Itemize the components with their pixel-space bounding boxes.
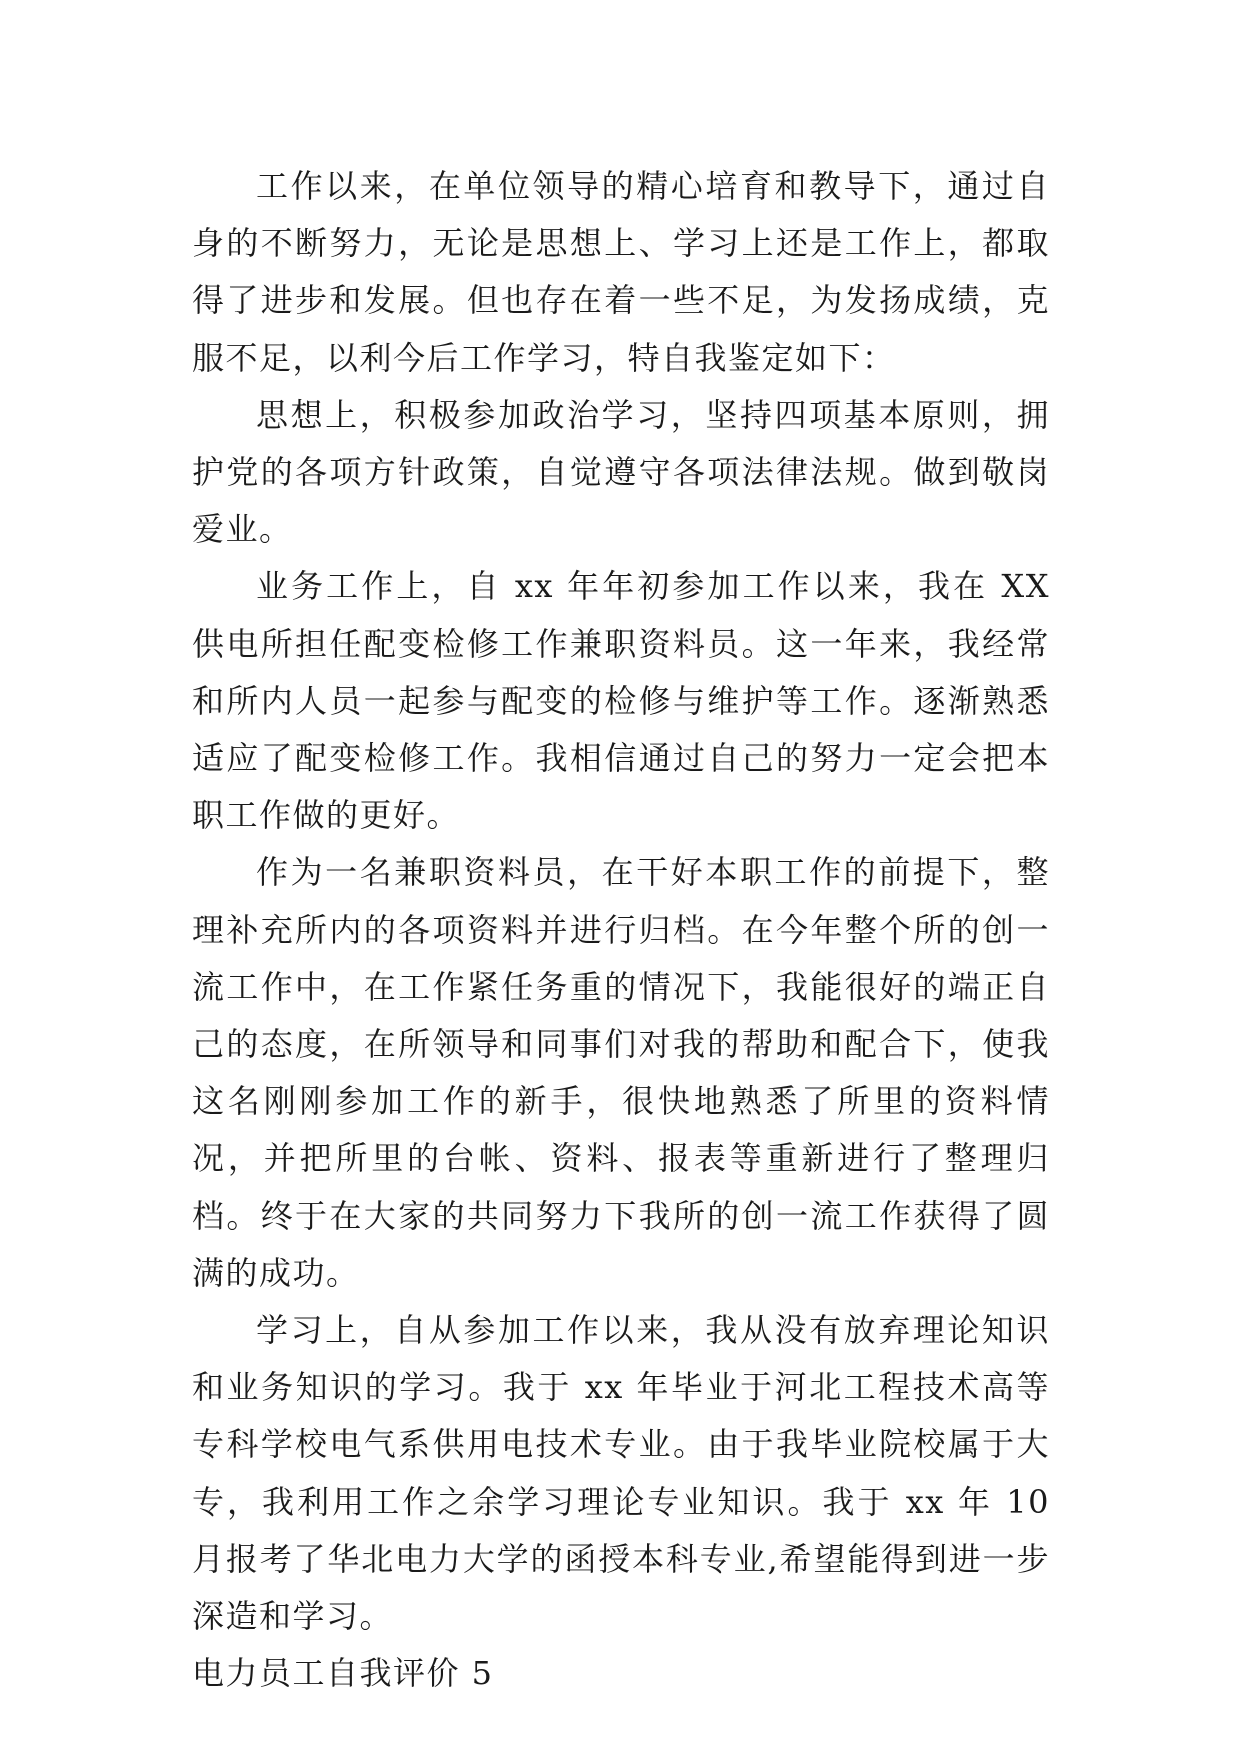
paragraph-study: 学习上，自从参加工作以来，我从没有放弃理论知识和业务知识的学习。我于 xx 年毕业于河北工程技术高等专科学校电气系供用电技术专业。由于我毕业院校属于大专，我利用工作之余学习理论专业知识。我于 xx 年 10 月报考了华北电力大学的函授本科专业,希望能得到进一步深造和学习。 (192, 1311, 1050, 1636)
paragraph-work: 业务工作上，自 xx 年年初参加工作以来，我在 XX 供电所担任配变检修工作兼职资料员。这一年来，我经常和所内人员一起参与配变的检修与维护等工作。逐渐熟悉适应了配变检修工作。我相信通过自己的努力一定会把本职工作做的更好。 (192, 567, 1050, 835)
document-body (192, 158, 1050, 1702)
paragraph-intro: 工作以来，在单位领导的精心培育和教导下，通过自身的不断努力，无论是思想上、学习上还是工作上，都取得了进步和发展。但也存在着一些不足，为发扬成绩，克服不足，以利今后工作学习，特自我鉴定如下： (192, 167, 1050, 377)
paragraph-ideology: 思想上，积极参加政治学习，坚持四项基本原则，拥护党的各项方针政策，自觉遵守各项法律法规。做到敬岗爱业。 (192, 395, 1050, 549)
paragraph-archivist: 作为一名兼职资料员，在干好本职工作的前提下，整理补充所内的各项资料并进行归档。在今年整个所的创一流工作中，在工作紧任务重的情况下，我能很好的端正自己的态度，在所领导和同事们对我的帮助和配合下，使我这名刚刚参加工作的新手，很快地熟悉了所里的资料情况，并把所里的台帐、资料、报表等重新进行了整理归档。终于在大家的共同努力下我所的创一流工作获得了圆满的成功。 (192, 853, 1050, 1292)
section-heading: 电力员工自我评价 5 (192, 1654, 494, 1693)
